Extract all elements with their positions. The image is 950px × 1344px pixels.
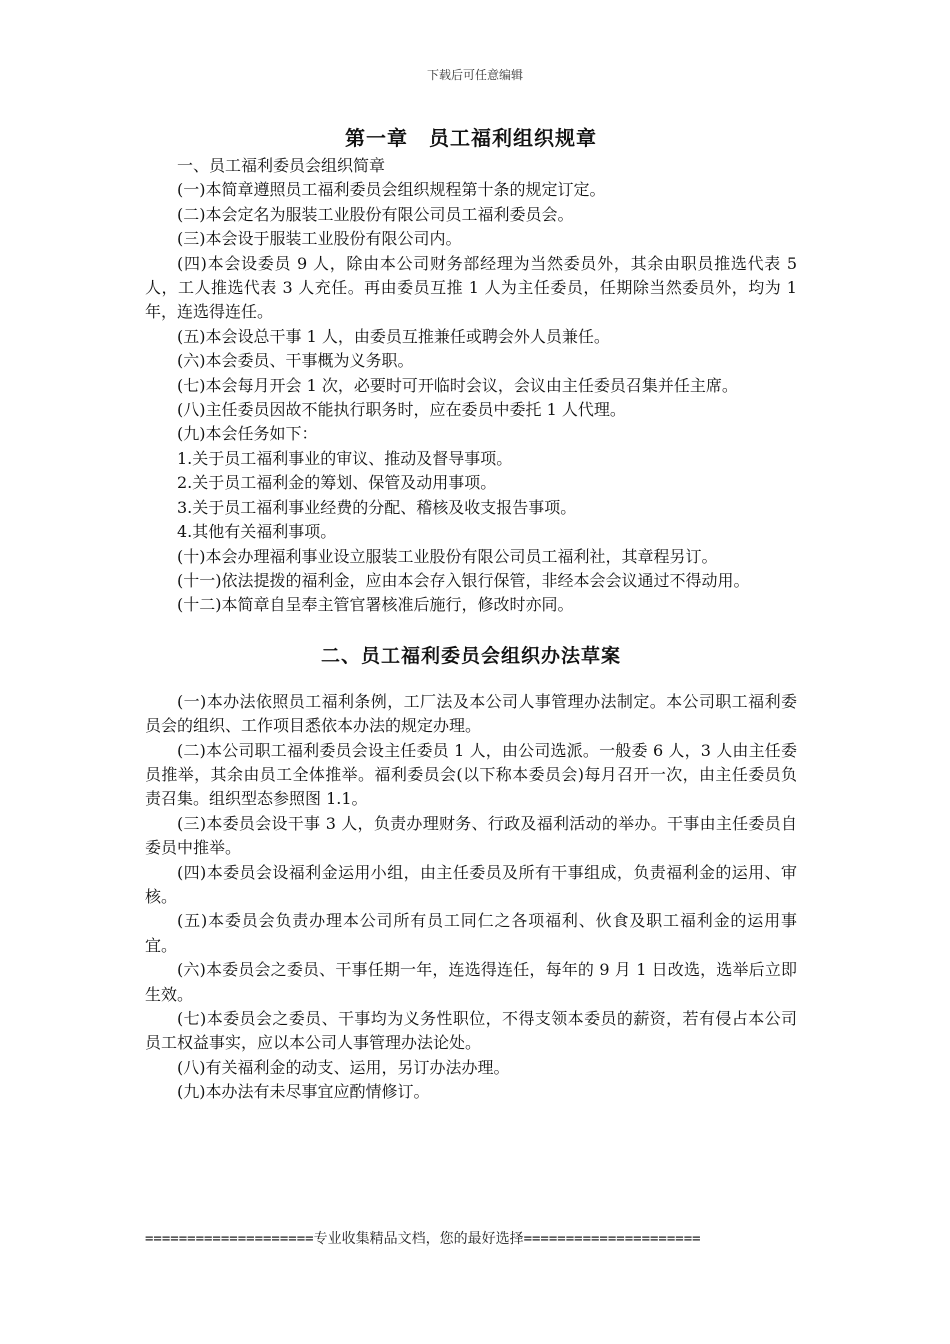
section1-paragraph: (二)本会定名为服装工业股份有限公司员工福利委员会。 (177, 204, 574, 224)
section2-paragraph: (二)本公司职工福利委员会设主任委员 1 人，由公司选派。一般委 6 人，3 人由主任委员推举，其余由员工全体推举。福利委员会(以下称本委员会)每月召开一次，由主任委员负责召集。组织型态参照图 1.1。 (145, 740, 797, 809)
section1-heading: 一、员工福利委员会组织简章 (177, 156, 386, 175)
section1-paragraph: (一)本简章遵照员工福利委员会组织规程第十条的规定订定。 (177, 180, 606, 200)
section1-paragraphs (145, 178, 797, 617)
section2-title: 二、员工福利委员会组织办法草案 (320, 644, 621, 667)
section2-paragraph: (一)本办法依照员工福利条例，工厂法及本公司人事管理办法制定。本公司职工福利委员会的组织、工作项目悉依本办法的规定办理。 (145, 691, 797, 736)
section1-paragraph: (七)本会每月开会 1 次，必要时可开临时会议，会议由主任委员召集并任主席。 (177, 375, 738, 395)
section2-paragraph: (六)本委员会之委员、干事任期一年，连选得连任，每年的 9 月 1 日改选，选举后立即生效。 (145, 960, 797, 1004)
section1-paragraph: (六)本会委员、干事概为义务职。 (177, 351, 414, 371)
header-note: 下载后可任意编辑 (426, 68, 523, 82)
section1-paragraph: (三)本会设于服装工业股份有限公司内。 (177, 229, 462, 249)
footer-banner: ====================专业收集精品文档，您的最好选择===================== (145, 1231, 701, 1247)
section1-list-item: 1.关于员工福利事业的审议、推动及督导事项。 (177, 448, 513, 468)
section2-paragraph: (三)本委员会设干事 3 人，负责办理财务、行政及福利活动的举办。干事由主任委员自委员中推举。 (145, 813, 797, 858)
section1-paragraph: (十二)本简章自呈奉主管官署核准后施行，修改时亦同。 (177, 595, 574, 615)
section1-list-item: 2.关于员工福利金的筹划、保管及动用事项。 (177, 473, 497, 493)
section1-paragraph: (五)本会设总干事 1 人，由委员互推兼任或聘会外人员兼任。 (177, 326, 610, 346)
section1-paragraph: (四)本会设委员 9 人，除由本公司财务部经理为当然委员外，其余由职员推选代表 5 人，工人推选代表 3 人充任。再由委员互推 1 人为主任委员，任期除当然委员外，均为 1 年，连选得连任。 (145, 253, 797, 322)
section2-paragraph: (五)本委员会负责办理本公司所有员工同仁之各项福利、伙食及职工福利金的运用事宜。 (145, 911, 797, 955)
section2-paragraphs (145, 690, 797, 1105)
section1-paragraph: (十一)依法提拨的福利金，应由本会存入银行保管，非经本会会议通过不得动用。 (177, 570, 750, 590)
section2-paragraph: (七)本委员会之委员、干事均为义务性职位，不得支领本委员的薪资，若有侵占本公司员工权益事实，应以本公司人事管理办法论处。 (145, 1009, 797, 1053)
section2-paragraph: (九)本办法有未尽事宜应酌情修订。 (177, 1082, 430, 1102)
section1-paragraph: (八)主任委员因故不能执行职务时，应在委员中委托 1 人代理。 (177, 400, 626, 420)
section1-list-item: 4.其他有关福利事项。 (177, 522, 337, 542)
document-body (145, 124, 797, 1105)
section2-paragraph: (四)本委员会设福利金运用小组，由主任委员及所有干事组成，负责福利金的运用、审核。 (145, 862, 797, 906)
section1-paragraph: (九)本会任务如下： (177, 424, 318, 444)
section1-paragraph: (十)本会办理福利事业设立服装工业股份有限公司员工福利社，其章程另订。 (177, 546, 718, 566)
section2-paragraph: (八)有关福利金的动支、运用，另订办法办理。 (177, 1057, 510, 1077)
section1-list-item: 3.关于员工福利事业经费的分配、稽核及收支报告事项。 (177, 497, 577, 517)
chapter-title: 第一章 员工福利组织规章 (345, 126, 597, 150)
